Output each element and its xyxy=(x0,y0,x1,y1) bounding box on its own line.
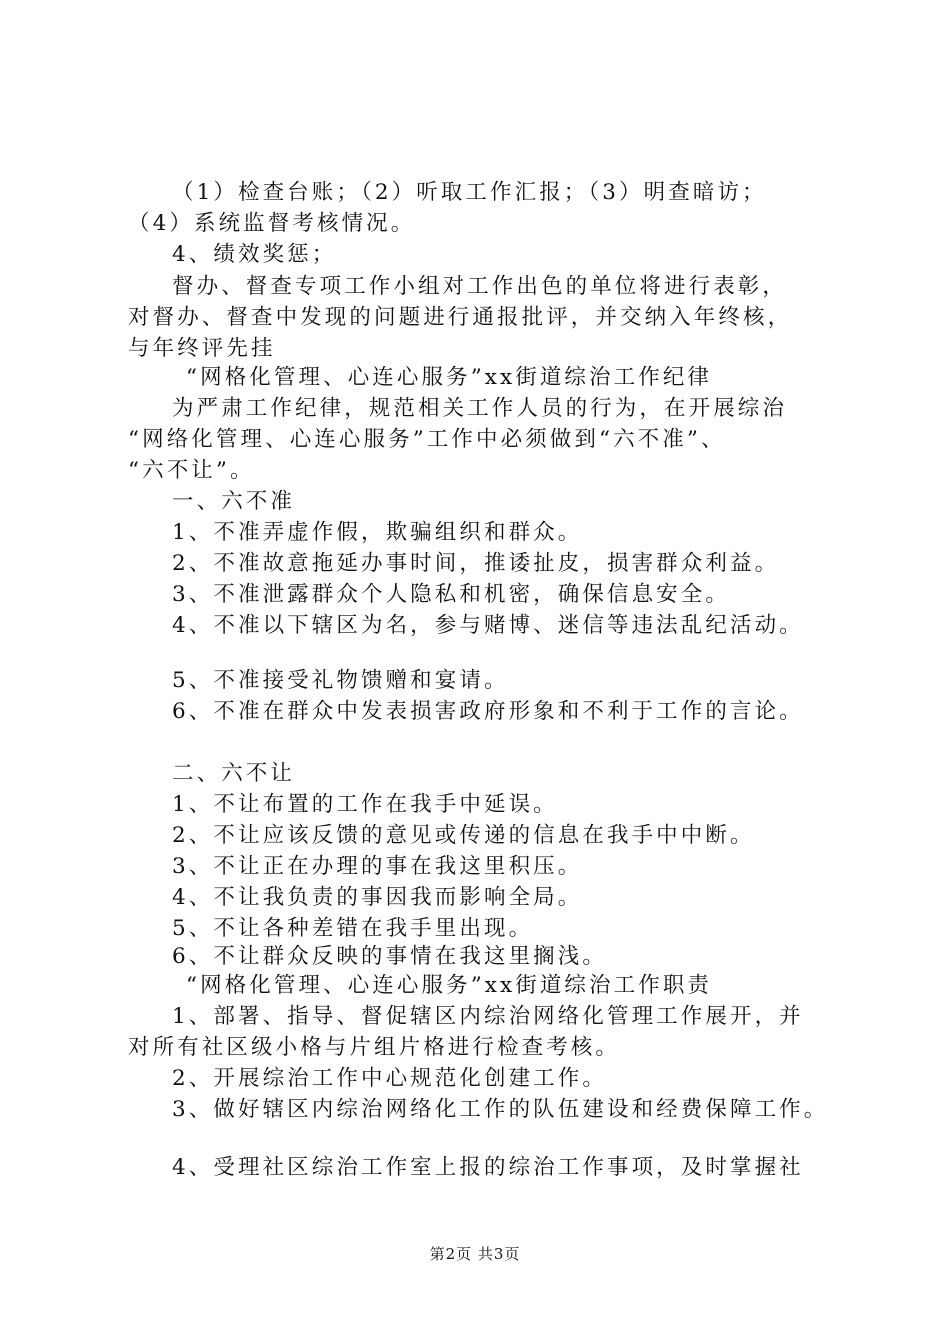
list-item: 2、不准故意拖延办事时间，推诿扯皮，损害群众利益。 xyxy=(172,551,780,576)
list-item: 1、不准弄虚作假，欺骗组织和群众。 xyxy=(172,520,583,545)
text-line: “网络化管理、心连心服务”工作中必须做到“六不准”、 xyxy=(128,427,726,452)
list-item: 3、不让正在办理的事在我这里积压。 xyxy=(172,854,583,879)
text-line: 与年终评先挂 xyxy=(128,336,276,361)
list-item: 1、部署、指导、督促辖区内综治网络化管理工作展开，并 xyxy=(172,1004,804,1029)
text-line: 督办、督查专项工作小组对工作出色的单位将进行表彰， xyxy=(172,274,788,299)
text-line: （1）检查台账；（2）听取工作汇报；（3）明查暗访； xyxy=(172,180,767,205)
text-line: 为严肃工作纪律，规范相关工作人员的行为，在开展综治 xyxy=(172,396,788,421)
list-item: 6、不让群众反映的事情在我这里搁浅。 xyxy=(172,944,607,969)
text-line: “六不让”。 xyxy=(128,458,255,483)
page-footer: 第2页 共3页 xyxy=(429,1245,521,1263)
list-item: 1、不让布置的工作在我手中延误。 xyxy=(172,792,558,817)
section-title: “网格化管理、心连心服务”xx街道综治工作职责 xyxy=(186,973,713,998)
text-line: 对督办、督查中发现的问题进行通报批评，并交纳入年终核， xyxy=(128,305,793,330)
list-item: 4、不准以下辖区为名，参与赌博、迷信等违法乱纪活动。 xyxy=(172,613,804,638)
list-item: 4、不让我负责的事因我而影响全局。 xyxy=(172,885,583,910)
list-item: 2、开展综治工作中心规范化创建工作。 xyxy=(172,1066,607,1091)
section-heading: 二、六不让 xyxy=(172,761,296,786)
section-heading: 一、六不准 xyxy=(172,489,296,514)
list-item: 5、不准接受礼物馈赠和宴请。 xyxy=(172,668,509,693)
list-item: 3、做好辖区内综治网络化工作的队伍建设和经费保障工作。 xyxy=(172,1097,829,1122)
list-item: 5、不让各种差错在我手里出现。 xyxy=(172,916,534,941)
text-line: 对所有社区级小格与片组片格进行检查考核。 xyxy=(128,1035,621,1060)
section-title: “网格化管理、心连心服务”xx街道综治工作纪律 xyxy=(186,365,713,390)
text-line: （4）系统监督考核情况。 xyxy=(128,211,416,236)
list-item: 4、受理社区综治工作室上报的综治工作事项，及时掌握社 xyxy=(172,1155,804,1180)
list-item: 6、不准在群众中发表损害政府形象和不利于工作的言论。 xyxy=(172,699,804,724)
text-line: 4、绩效奖惩； xyxy=(172,242,337,267)
list-item: 3、不准泄露群众个人隐私和机密，确保信息安全。 xyxy=(172,582,730,607)
list-item: 2、不让应该反馈的意见或传递的信息在我手中中断。 xyxy=(172,823,755,848)
